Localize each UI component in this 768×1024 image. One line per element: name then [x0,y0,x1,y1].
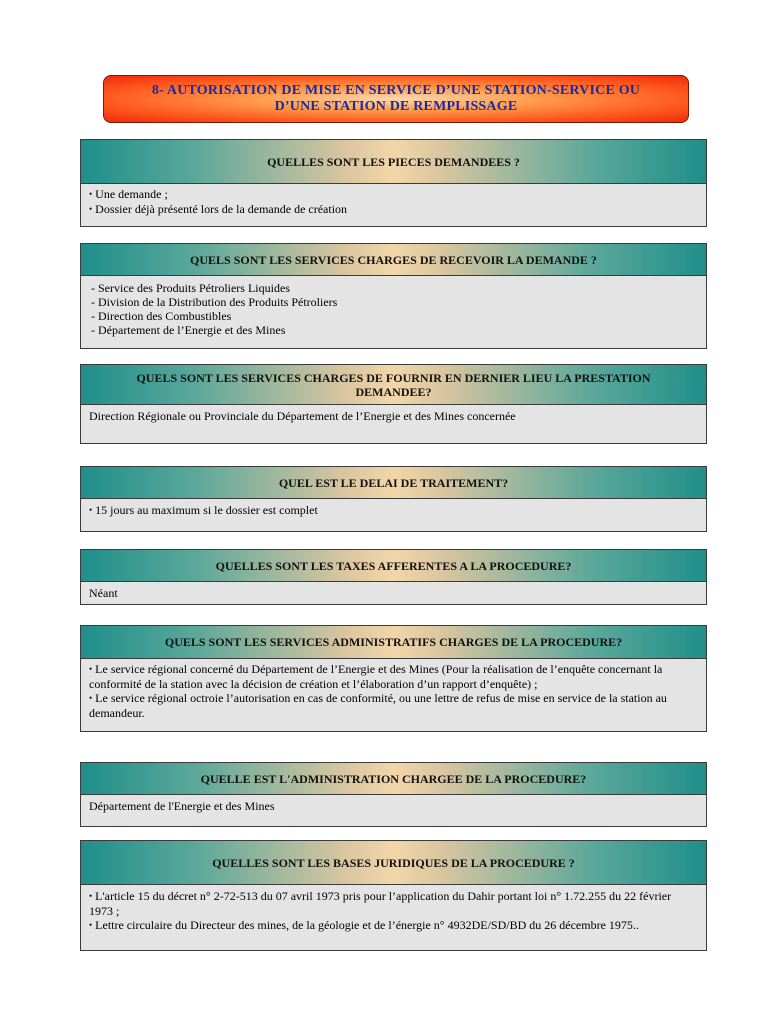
section-heading: QUELLES SONT LES PIECES DEMANDEES ? [81,140,706,184]
section-body [81,499,706,531]
list-item: • Lettre circulaire du Directeur des mines, de la géologie et de l’énergie n° 4932DE/SD/BD du 26 décembre 1975.. [89,918,698,933]
section-required-documents [80,139,707,227]
section-heading: QUELLES SONT LES BASES JURIDIQUES DE LA PROCEDURE ? [81,841,706,885]
section-fees [80,549,707,605]
list-item: - Service des Produits Pétroliers Liquides [91,281,290,295]
title-line-1: 8- AUTORISATION DE MISE EN SERVICE D’UNE STATION-SERVICE OU [151,83,641,98]
document-title [103,75,689,123]
list-item: • Dossier déjà présenté lors de la demande de création [89,202,698,217]
list-item: - Département de l’Energie et des Mines [91,323,286,337]
list-item: • Le service régional octroie l’autorisation en cas de conformité, ou une lettre de refus de mise en service de la station au demandeur. [89,691,698,720]
section-heading: QUELLE EST L'ADMINISTRATION CHARGEE DE LA PROCEDURE? [81,763,706,795]
list-item: • L'article 15 du décret n° 2-72-513 du 07 avril 1973 pris pour l’application du Dahir portant loi n° 1.72.255 du 22 février 1973 ; [89,889,698,918]
section-body [81,795,706,826]
section-body [81,276,706,348]
section-final-service [80,364,707,444]
section-heading: QUEL EST LE DELAI DE TRAITEMENT? [81,467,706,499]
section-admin-services [80,625,707,732]
section-body [81,885,706,950]
list-item: - Direction des Combustibles [91,309,232,323]
section-heading: QUELS SONT LES SERVICES CHARGES DE FOURNIR EN DERNIER LIEU LA PRESTATION DEMANDEE? [81,365,706,405]
list-item: Direction Régionale ou Provinciale du Département de l’Energie et des Mines concernée [89,409,516,423]
section-receiving-services [80,243,707,349]
section-heading: QUELS SONT LES SERVICES ADMINISTRATIFS CHARGES DE LA PROCEDURE? [81,626,706,659]
section-body [81,405,706,443]
section-heading: QUELS SONT LES SERVICES CHARGES DE RECEVOIR LA DEMANDE ? [81,244,706,276]
title-line-2: D’UNE STATION DE REMPLISSAGE [274,99,518,114]
list-item: • Une demande ; [89,187,698,202]
section-processing-time [80,466,707,532]
list-item: Néant [89,586,118,600]
section-body [81,184,706,226]
list-item: • 15 jours au maximum si le dossier est complet [89,503,698,518]
section-legal-basis [80,840,707,951]
list-item: • Le service régional concerné du Département de l’Energie et des Mines (Pour la réalisation de l’enquête concernant la conformité de la station avec la décision de création et l’élaboration d’un rapport d’enquête) ; [89,662,698,691]
section-body [81,659,706,731]
section-administration [80,762,707,827]
list-item: Département de l'Energie et des Mines [89,799,275,813]
list-item: - Division de la Distribution des Produits Pétroliers [91,295,338,309]
section-heading: QUELLES SONT LES TAXES AFFERENTES A LA PROCEDURE? [81,550,706,582]
section-body [81,582,706,604]
